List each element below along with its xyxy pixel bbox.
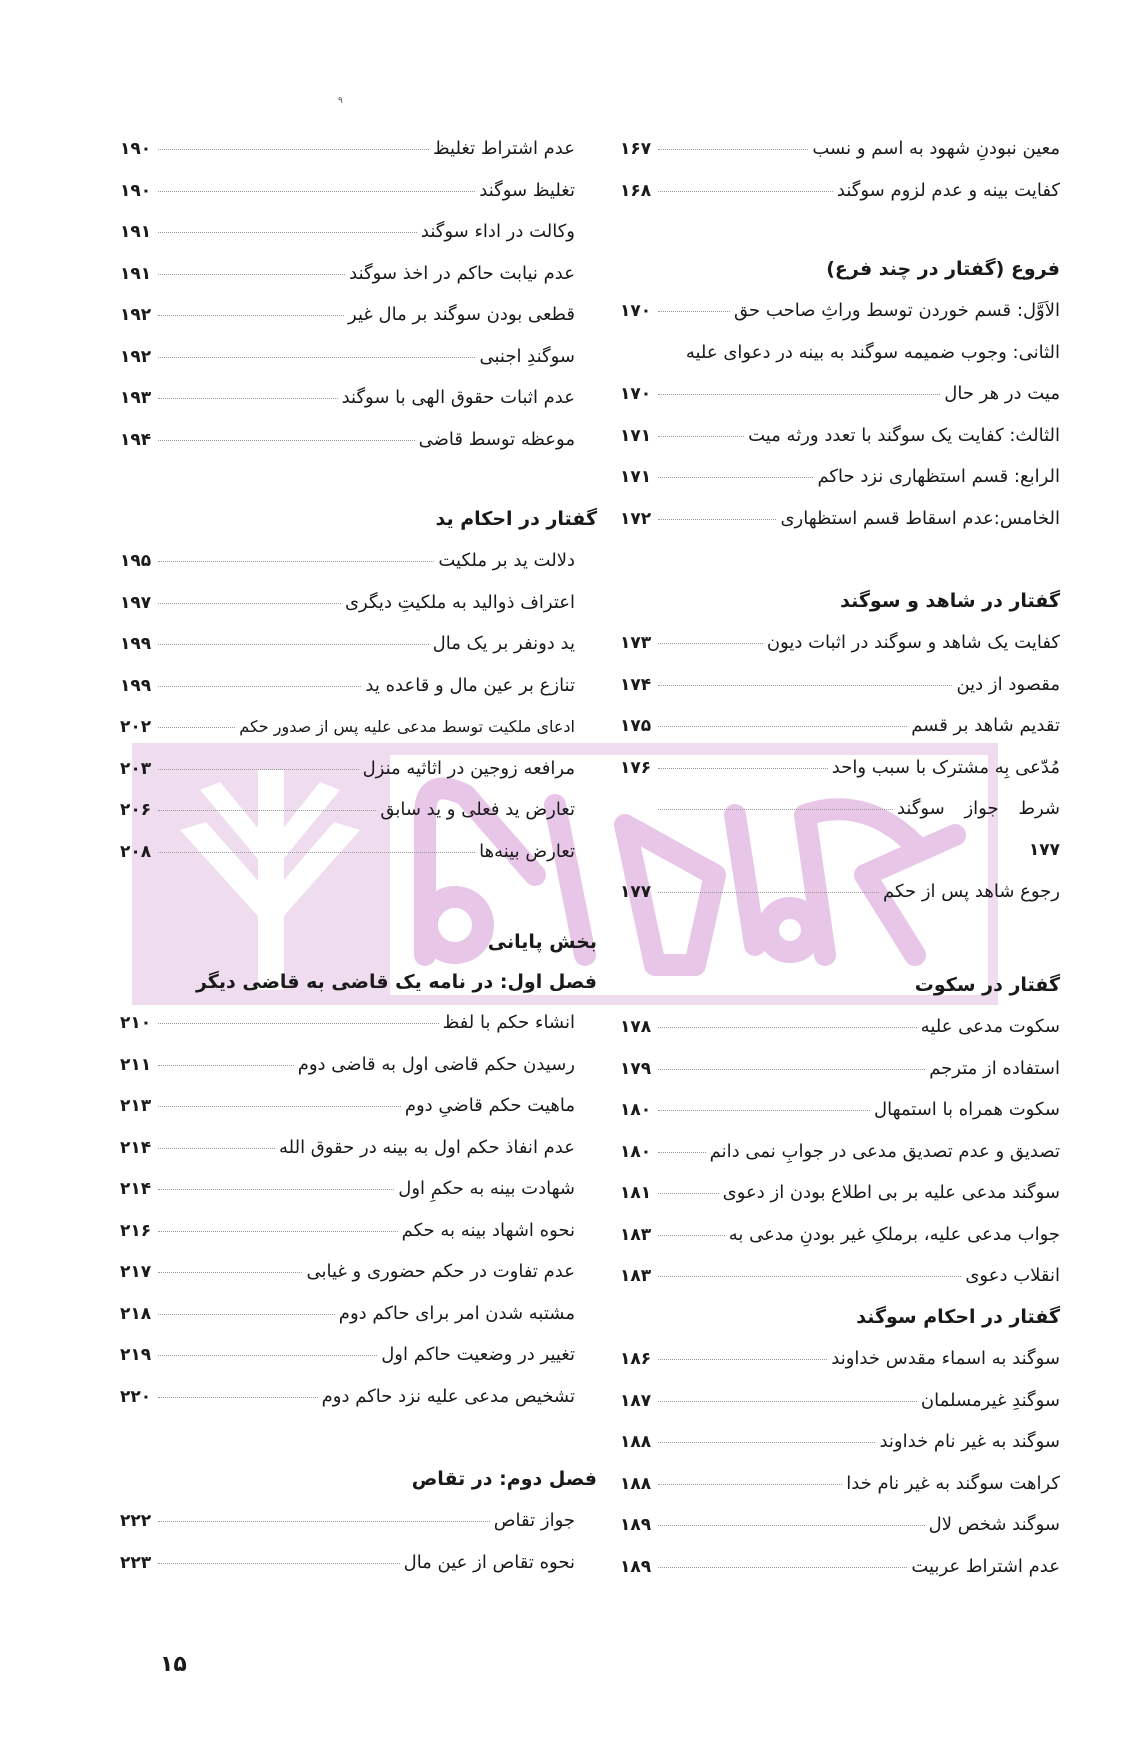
toc-entry[interactable]: عدم انفاذ حکم اول به بینه در حقوق الله ۲۱۴ [120,1136,575,1158]
toc-entry[interactable]: موعظه توسط قاضی ۱۹۴ [120,428,575,450]
toc-entry[interactable]: نحوه اشهاد بینه به حکم ۲۱۶ [120,1219,575,1241]
toc-entry[interactable]: کفایت بینه و عدم لزوم سوگند ۱۶۸ [620,179,1060,201]
toc-entry[interactable]: تشخیص مدعی علیه نزد حاکم دوم ۲۲۰ [120,1385,575,1407]
toc-entry[interactable]: استفاده از مترجم ۱۷۹ [620,1057,1060,1079]
toc-entry[interactable]: الاَوَّل: قسم خوردن توسط وراثِ صاحب حق ۱۷۰ [620,300,1060,321]
toc-entry[interactable]: مرافعه زوجین در اثاثیه منزل ۲۰۳ [120,757,575,779]
toc-entry[interactable]: ماهیت حکم قاضیِ دوم ۲۱۳ [120,1095,575,1116]
toc-entry[interactable]: مقصود از دین ۱۷۴ [620,673,1060,695]
toc-entry[interactable]: ادعای ملکیت توسط مدعی علیه پس از صدور حکم ۲۰۲ [120,717,575,737]
toc-entry[interactable]: مشتبه شدن امر برای حاکم دوم ۲۱۸ [120,1302,575,1324]
toc-entry[interactable]: اعتراف ذوالید به ملکیتِ دیگری ۱۹۷ [120,591,575,613]
toc-entry[interactable]: انشاء حکم با لفظ ۲۱۰ [120,1012,575,1033]
toc-entry-page-wrap[interactable]: ۱۷۷ [1028,839,1060,860]
section-heading-oath-rules: گفتار در احکام سوگند [856,1306,1060,1328]
toc-entry[interactable]: سکوت مدعی علیه ۱۷۸ [620,1016,1060,1037]
section-heading-furu: فروع (گفتار در چند فرع) [826,258,1060,280]
toc-entry[interactable]: کفایت یک شاهد و سوگند در اثبات دیون ۱۷۳ [620,632,1060,653]
page-number: ۱۵ [160,1652,187,1677]
toc-entry[interactable]: نحوه تقاص از عین مال ۲۲۳ [120,1551,575,1573]
toc-entry[interactable]: الخامس:عدم اسقاط قسم استظهاری ۱۷۲ [620,507,1060,529]
toc-entry[interactable]: معین نبودنِ شهود به اسم و نسب ۱۶۷ [620,138,1060,159]
toc-entry[interactable]: سوگندِ اجنبی ۱۹۲ [120,345,575,367]
toc-entry[interactable]: عدم نیابت حاکم در اخذ سوگند ۱۹۱ [120,262,575,284]
toc-entry[interactable]: عدم تفاوت در حکم حضوری و غیابی ۲۱۷ [120,1261,575,1282]
section-heading-final: بخش پایانی [487,931,597,953]
toc-entry[interactable]: عدم اشتراط عربیت ۱۸۹ [620,1555,1060,1577]
toc-entry[interactable]: سوگند مدعی علیه بر بی اطلاع بودن از دعوی ۱۸۱ [620,1182,1060,1203]
toc-entry[interactable]: سوگند به غیر نام خداوند ۱۸۸ [620,1431,1060,1452]
toc-entry[interactable]: الرابع: قسم استظهاری نزد حاکم ۱۷۱ [620,466,1060,487]
top-mark: ٩ [338,96,343,106]
toc-entry[interactable]: تغییر در وضعیت حاکم اول ۲۱۹ [120,1344,575,1365]
chapter-heading-2: فصل دوم: در تقاص [411,1468,597,1490]
section-heading-yad: گفتار در احکام ید [435,508,597,530]
toc-entry[interactable]: تصدیق و عدم تصدیق مدعی در جوابِ نمی دانم ۱۸۰ [620,1140,1060,1162]
toc-entry[interactable]: سوگند به اسماء مقدس خداوند ۱۸۶ [620,1348,1060,1369]
toc-entry[interactable]: الثالث: کفایت یک سوگند با تعدد ورثه میت ۱۷۱ [620,424,1060,446]
toc-entry[interactable]: سوگندِ غیرمسلمان ۱۸۷ [620,1389,1060,1411]
toc-entry[interactable]: رسیدن حکم قاضی اول به قاضی دوم ۲۱۱ [120,1053,575,1075]
toc-entry[interactable]: ید دونفر بر یک مال ۱۹۹ [120,633,575,654]
toc-entry[interactable]: جواب مدعی علیه، برملکِ غیر بودنِ مدعی به ۱۸۳ [620,1223,1060,1245]
toc-entry[interactable]: عدم اشتراط تغلیظ ۱۹۰ [120,138,575,159]
toc-entry[interactable]: جواز تقاص ۲۲۲ [120,1510,575,1531]
toc-entry[interactable]: تغلیظ سوگند ۱۹۰ [120,179,575,201]
toc-entry[interactable]: الثانی: وجوب ضمیمه سوگند به بینه در دعوای علیه [685,341,1060,363]
toc-entry[interactable]: دلالت ید بر ملکیت ۱۹۵ [120,550,575,571]
toc-entry[interactable]: تنازع بر عین مال و قاعده ید ۱۹۹ [120,674,575,696]
toc-entry[interactable]: مُدّعی بِه مشترک با سبب واحد ۱۷۶ [620,756,1060,778]
toc-entry[interactable]: قطعی بودن سوگند بر مال غیر ۱۹۲ [120,304,575,325]
chapter-heading-1: فصل اول: در نامه یک قاضی به قاضی دیگر [195,971,597,993]
toc-entry[interactable]: تعارض ید فعلی و ید سابق ۲۰۶ [120,799,575,820]
toc-entry[interactable]: انقلاب دعوی ۱۸۳ [620,1265,1060,1286]
toc-entry[interactable]: سکوت همراه با استمهال ۱۸۰ [620,1099,1060,1120]
toc-entry[interactable]: شهادت بینه به حکمِ اول ۲۱۴ [120,1178,575,1199]
toc-entry[interactable]: تعارض بینه‌ها ۲۰۸ [120,840,575,862]
toc-entry[interactable]: وکالت در اداء سوگند ۱۹۱ [120,221,575,242]
toc-entry[interactable]: تقدیم شاهد بر قسم ۱۷۵ [620,715,1060,736]
toc-entry[interactable]: کراهت سوگند به غیر نام خدا ۱۸۸ [620,1472,1060,1494]
section-heading-witness: گفتار در شاهد و سوگند [840,590,1060,612]
toc-entry[interactable]: شرط جواز سوگند [620,788,1060,830]
toc-entry[interactable]: سوگند شخص لال ۱۸۹ [620,1514,1060,1535]
toc-entry[interactable]: عدم اثبات حقوق الهی با سوگند ۱۹۳ [120,387,575,408]
toc-entry[interactable]: رجوع شاهد پس از حکم ۱۷۷ [620,881,1060,902]
toc-entry[interactable]: میت در هر حال ۱۷۰ [620,383,1060,404]
section-heading-silence: گفتار در سکوت [914,974,1060,996]
